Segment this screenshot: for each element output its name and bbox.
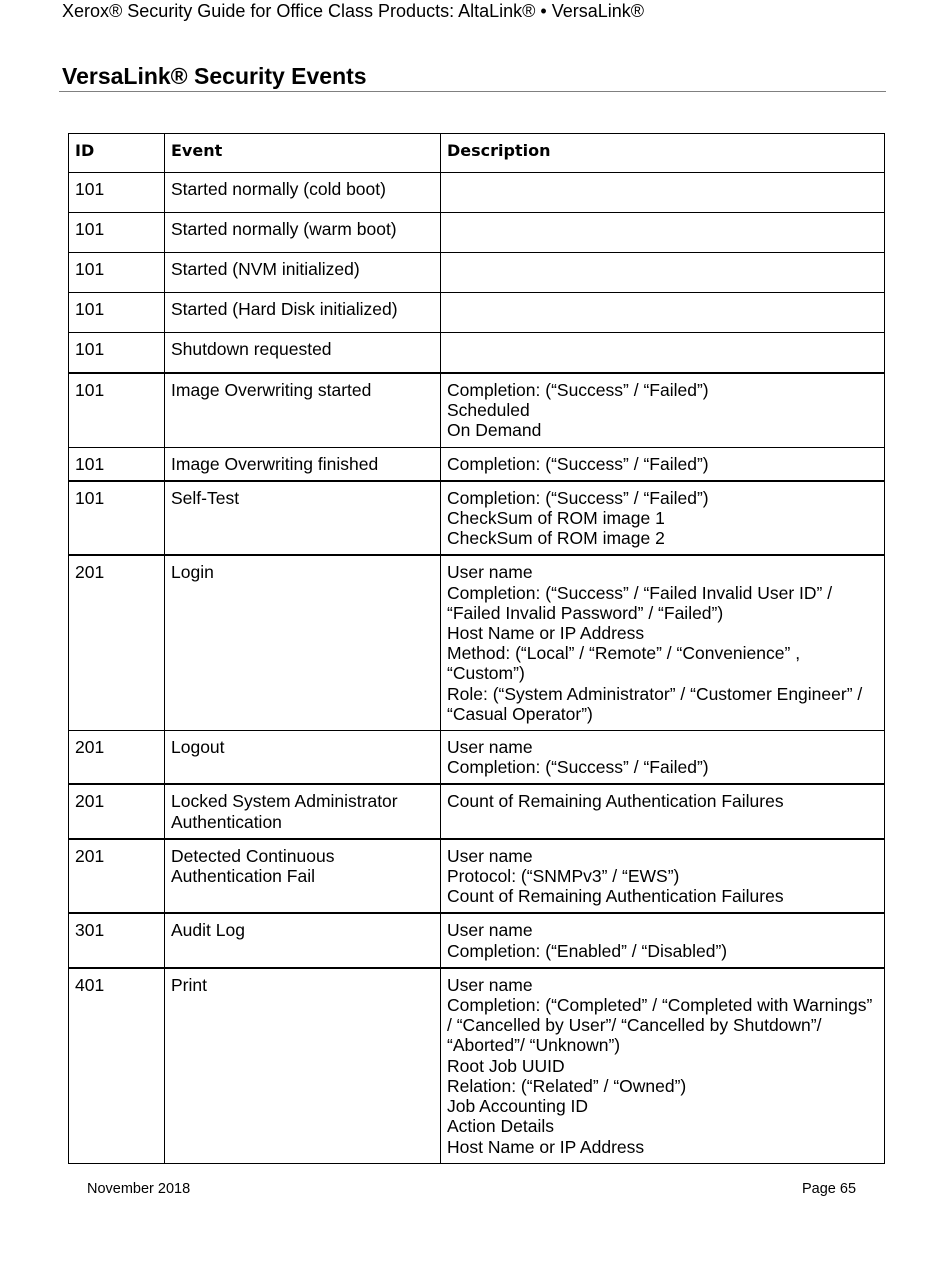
event-name-cell: Image Overwriting finished: [165, 447, 441, 481]
event-name-cell: Login: [165, 555, 441, 730]
event-name-cell: Logout: [165, 731, 441, 785]
event-id-cell: 101: [69, 373, 165, 447]
description-line: Job Accounting ID: [447, 1096, 589, 1117]
description-line: “Custom”): [447, 663, 525, 684]
event-description-cell: [441, 555, 885, 730]
description-line: Completion: (“Success” / “Failed Invalid User ID” /: [447, 582, 833, 603]
running-header: Xerox® Security Guide for Office Class Products: AltaLink® • VersaLink®: [62, 1, 645, 21]
event-name-cell: Image Overwriting started: [165, 373, 441, 447]
description-line: Relation: (“Related” / “Owned”): [447, 1075, 687, 1096]
table-row: [69, 731, 885, 785]
description-line: Completion: (“Success” / “Failed”): [447, 487, 709, 508]
event-id-cell: 401: [69, 968, 165, 1163]
event-id-cell: 201: [69, 555, 165, 730]
description-line: “Failed Invalid Password” / “Failed”): [447, 602, 724, 623]
description-line: Role: (“System Administrator” / “Customer Engineer” /: [447, 683, 863, 704]
event-description-cell: [441, 481, 885, 556]
event-id-cell: 101: [69, 447, 165, 481]
event-id-cell: 201: [69, 784, 165, 838]
description-line: Scheduled: [447, 400, 530, 421]
table-row: [69, 333, 885, 374]
column-header-event: Event: [165, 134, 441, 173]
security-events-table: [68, 133, 885, 1164]
event-description-cell: [441, 333, 885, 374]
event-description-cell: [441, 968, 885, 1163]
description-line: / “Cancelled by User”/ “Cancelled by Shutdown”/: [447, 1015, 822, 1036]
table-row: [69, 373, 885, 447]
description-line: Protocol: (“SNMPv3” / “EWS”): [447, 866, 680, 887]
description-line: User name: [447, 974, 533, 995]
event-name-cell: Detected Continuous Authentication Fail: [165, 839, 441, 914]
description-line: Action Details: [447, 1116, 554, 1137]
description-line: On Demand: [447, 420, 542, 441]
event-description-cell: [441, 913, 885, 967]
description-line: User name: [447, 845, 533, 866]
event-id-cell: 201: [69, 731, 165, 785]
event-name-cell: Started normally (cold boot): [165, 173, 441, 213]
event-description-cell: [441, 373, 885, 447]
event-description-cell: [441, 447, 885, 481]
description-line: Count of Remaining Authentication Failures: [447, 791, 784, 812]
description-line: CheckSum of ROM image 2: [447, 528, 665, 549]
description-line: “Casual Operator”): [447, 703, 593, 724]
event-id-cell: 201: [69, 839, 165, 914]
event-name-cell: Self-Test: [165, 481, 441, 556]
event-description-cell: [441, 213, 885, 253]
table-row: [69, 968, 885, 1163]
footer-date: November 2018: [87, 1181, 191, 1197]
table-row: [69, 784, 885, 838]
description-line: Count of Remaining Authentication Failures: [447, 886, 784, 907]
event-id-cell: 101: [69, 173, 165, 213]
event-id-cell: 101: [69, 293, 165, 333]
column-header-description: Description: [441, 134, 885, 173]
table-row: [69, 481, 885, 556]
table-body: [69, 173, 885, 1164]
event-description-cell: [441, 731, 885, 785]
event-description-cell: [441, 293, 885, 333]
table-row: [69, 253, 885, 293]
table-row: [69, 447, 885, 481]
table-row: [69, 213, 885, 253]
table-row: [69, 555, 885, 730]
description-line: Completion: (“Success” / “Failed”): [447, 453, 709, 474]
event-description-cell: [441, 253, 885, 293]
event-description-cell: [441, 839, 885, 914]
table-row: [69, 293, 885, 333]
description-line: User name: [447, 562, 533, 583]
description-line: Completion: (“Enabled” / “Disabled”): [447, 940, 728, 961]
table-header-row: [69, 134, 885, 173]
event-description-cell: [441, 173, 885, 213]
event-id-cell: 101: [69, 253, 165, 293]
table-row: [69, 839, 885, 914]
event-name-cell: Started (NVM initialized): [165, 253, 441, 293]
event-id-cell: 101: [69, 333, 165, 374]
description-line: CheckSum of ROM image 1: [447, 508, 665, 529]
description-line: Host Name or IP Address: [447, 1136, 645, 1157]
event-name-cell: Started (Hard Disk initialized): [165, 293, 441, 333]
footer-page-number: Page 65: [802, 1181, 857, 1197]
page-title: VersaLink® Security Events: [62, 63, 367, 89]
title-rule: [59, 91, 886, 92]
description-line: User name: [447, 920, 533, 941]
event-description-cell: [441, 784, 885, 838]
event-name-cell: Started normally (warm boot): [165, 213, 441, 253]
column-header-id: ID: [69, 134, 165, 173]
event-name-cell: Shutdown requested: [165, 333, 441, 374]
description-line: Completion: (“Success” / “Failed”): [447, 380, 709, 400]
description-line: “Aborted”/ “Unknown”): [447, 1035, 621, 1056]
description-line: Method: (“Local” / “Remote” / “Convenience” ,: [447, 643, 801, 664]
event-name-cell: Print: [165, 968, 441, 1163]
event-id-cell: 101: [69, 213, 165, 253]
description-line: Completion: (“Success” / “Failed”): [447, 757, 709, 778]
event-name-cell: Locked System Administrator Authentication: [165, 784, 441, 838]
event-id-cell: 101: [69, 481, 165, 556]
event-name-cell: Audit Log: [165, 913, 441, 967]
description-line: Host Name or IP Address: [447, 623, 645, 644]
event-id-cell: 301: [69, 913, 165, 967]
table-row: [69, 173, 885, 213]
table-row: [69, 913, 885, 967]
description-line: Root Job UUID: [447, 1055, 565, 1076]
description-line: Completion: (“Completed” / “Completed with Warnings”: [447, 995, 873, 1016]
description-line: User name: [447, 737, 533, 758]
